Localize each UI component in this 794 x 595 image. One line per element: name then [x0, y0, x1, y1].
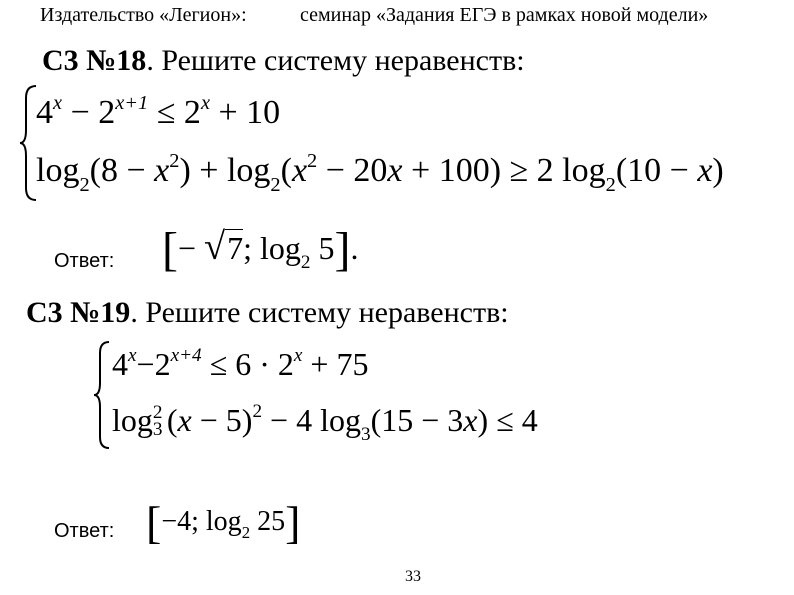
system-brace-19 [92, 340, 112, 450]
problem-19-answer: [−4; $\log_2 25$] [146, 497, 301, 548]
problem-19-line-2: log 2 3 $(x - 5)^2 - 4$ $\log_3(15 - 3x) \le 4$ [112, 401, 538, 446]
page-number: 33 [405, 568, 421, 585]
problem-18-line-1: $4^x - 2^{x+1} \le 2^x + 10$ [36, 91, 281, 131]
problem-19-answer-label: Ответ: [54, 520, 115, 542]
problem-18-answer-label: Ответ: [54, 250, 115, 272]
problem-19-task: . Решите систему неравенств: [130, 296, 509, 329]
problem-18-line-2: $\log_2(8 - x^2) + \log_2(x^2 - 20x + 100) \ge 2$ $\log_2(10 - x)$ [36, 149, 724, 196]
problem-19-title [26, 296, 509, 330]
problem-18-task: . Решите систему неравенств: [146, 44, 525, 77]
problem-19-label: С3 №19 [26, 296, 131, 329]
header-seminar: семинар «Задания ЕГЭ в рамках новой модели» [300, 4, 709, 26]
header-publisher: Издательство «Легион»: [40, 4, 247, 26]
problem-19-line-1: $4^x-2^{x+4} \le 6 \cdot 2^x + 75$ [112, 345, 369, 382]
problem-18-title [42, 44, 525, 78]
problem-18-label: С3 №18 [42, 44, 147, 77]
problem-18-answer: [− √7; $\log_2 5$]. [162, 223, 359, 276]
